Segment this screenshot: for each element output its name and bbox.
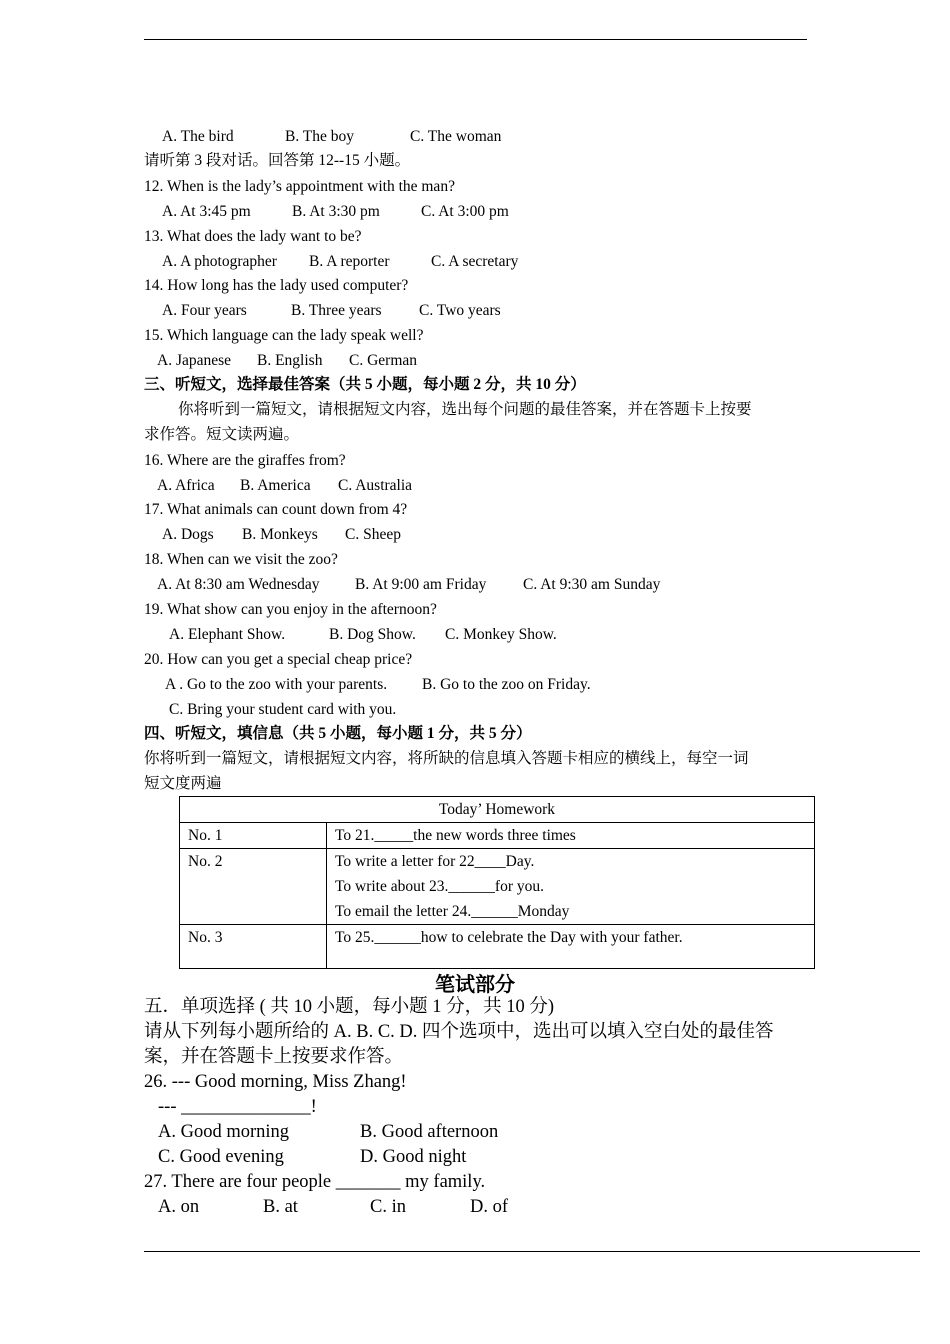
q15-option-a: A. Japanese <box>157 352 232 369</box>
homework-title: Today’ Homework <box>180 797 815 823</box>
q12-option-b: B. At 3:30 pm <box>292 203 380 220</box>
q19-question: 19. What show can you enjoy in the afternoon? <box>144 601 437 618</box>
table-row <box>180 823 815 849</box>
written-section-title: 笔试部分 <box>435 974 515 996</box>
q20-option-c: C. Bring your student card with you. <box>169 701 397 718</box>
homework-row-task <box>327 823 815 849</box>
footer-rule <box>144 1251 920 1252</box>
section4-instruction-2: 短文度两遍 <box>144 775 222 792</box>
q11-option-c: C. The woman <box>410 128 502 145</box>
section2-instruction-3: 请听第 3 段对话。回答第 12--15 小题。 <box>144 152 411 169</box>
table-row <box>180 925 815 969</box>
homework-row-task <box>327 925 815 969</box>
q27-option-c: C. in <box>370 1197 406 1217</box>
section3-instruction-1: 你将听到一篇短文，请根据短文内容，选出每个问题的最佳答案，并在答题卡上按要 <box>178 401 752 418</box>
q27-option-b: B. at <box>263 1197 298 1217</box>
q19-option-c: C. Monkey Show. <box>445 626 557 643</box>
q11-option-b: B. The boy <box>285 128 355 145</box>
section5-instruction-2: 案，并在答题卡上按要求作答。 <box>144 1047 404 1067</box>
q19-option-a: A. Elephant Show. <box>169 626 286 643</box>
q26-option-c: C. Good evening <box>158 1147 284 1167</box>
q15-question: 15. Which language can the lady speak well? <box>144 327 424 344</box>
section5-title: 五．单项选择 ( 共 10 小题，每小题 1 分，共 10 分) <box>144 997 555 1017</box>
section3-instruction-2: 求作答。短文读两遍。 <box>144 426 300 443</box>
q26-question: 26. --- Good morning, Miss Zhang! <box>144 1072 407 1092</box>
homework-row-task <box>327 849 815 925</box>
q12-option-c: C. At 3:00 pm <box>421 203 509 220</box>
q15-option-b: B. English <box>257 352 323 369</box>
homework-task-line: To email the letter 24.______Monday <box>335 903 570 920</box>
q18-option-c: C. At 9:30 am Sunday <box>523 576 661 593</box>
q18-option-b: B. At 9:00 am Friday <box>355 576 487 593</box>
table-row <box>180 849 815 925</box>
q17-question: 17. What animals can count down from 4? <box>144 501 408 518</box>
q26-reply: --- ______________! <box>158 1097 317 1117</box>
q20-option-a: A . Go to the zoo with your parents. <box>165 676 388 693</box>
q17-option-b: B. Monkeys <box>242 526 318 543</box>
section4-instruction-1: 你将听到一篇短文，请根据短文内容，将所缺的信息填入答题卡相应的横线上，每空一词 <box>144 750 749 767</box>
q16-option-a: A. Africa <box>157 477 215 494</box>
q13-option-c: C. A secretary <box>431 253 519 270</box>
q18-question: 18. When can we visit the zoo? <box>144 551 338 568</box>
section5-instruction-1: 请从下列每小题所给的 A. B. C. D. 四个选项中，选出可以填入空白处的最佳答 <box>144 1022 774 1042</box>
homework-title-row <box>180 797 815 823</box>
homework-table <box>179 796 815 969</box>
homework-row-no: No. 1 <box>180 823 327 849</box>
q16-option-b: B. America <box>240 477 311 494</box>
q27-question: 27. There are four people _______ my family. <box>144 1172 486 1192</box>
q19-option-b: B. Dog Show. <box>329 626 416 643</box>
q13-question: 13. What does the lady want to be? <box>144 228 362 245</box>
homework-row-no: No. 3 <box>180 925 327 969</box>
q14-option-b: B. Three years <box>291 302 382 319</box>
q26-option-b: B. Good afternoon <box>360 1122 499 1142</box>
q16-option-c: C. Australia <box>338 477 413 494</box>
q26-option-d: D. Good night <box>360 1147 467 1167</box>
q13-option-b: B. A reporter <box>309 253 390 270</box>
q27-option-a: A. on <box>158 1197 200 1217</box>
homework-task-line: To write a letter for 22____Day. <box>335 853 535 870</box>
q18-option-a: A. At 8:30 am Wednesday <box>157 576 320 593</box>
section3-title: 三、听短文，选择最佳答案（共 5 小题，每小题 2 分，共 10 分） <box>144 376 586 393</box>
header-rule <box>144 39 807 40</box>
q20-question: 20. How can you get a special cheap price? <box>144 651 413 668</box>
homework-task-line: To 25.______how to celebrate the Day with your father. <box>335 929 683 946</box>
q12-question: 12. When is the lady’s appointment with the man? <box>144 178 455 195</box>
q17-option-a: A. Dogs <box>162 526 214 543</box>
q14-question: 14. How long has the lady used computer? <box>144 277 409 294</box>
q20-option-b: B. Go to the zoo on Friday. <box>422 676 591 693</box>
q15-option-c: C. German <box>349 352 418 369</box>
homework-task-line: To 21._____the new words three times <box>335 827 576 844</box>
homework-task-line: To write about 23.______for you. <box>335 878 544 895</box>
q11-option-a: A. The bird <box>162 128 234 145</box>
q27-option-d: D. of <box>470 1197 509 1217</box>
homework-row-no: No. 2 <box>180 849 327 925</box>
q12-option-a: A. At 3:45 pm <box>162 203 251 220</box>
q14-option-c: C. Two years <box>419 302 501 319</box>
q14-option-a: A. Four years <box>162 302 247 319</box>
q16-question: 16. Where are the giraffes from? <box>144 452 346 469</box>
section4-title: 四、听短文，填信息（共 5 小题，每小题 1 分，共 5 分） <box>144 725 532 742</box>
q13-option-a: A. A photographer <box>162 253 277 270</box>
q26-option-a: A. Good morning <box>158 1122 290 1142</box>
q17-option-c: C. Sheep <box>345 526 401 543</box>
